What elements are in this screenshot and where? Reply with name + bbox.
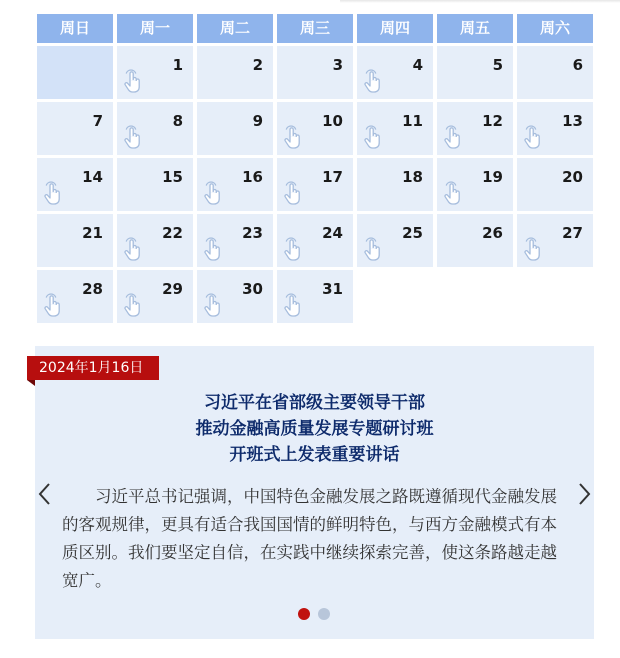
calendar-weekday-header: [37, 14, 593, 43]
weekday-sun: 周日: [37, 14, 113, 43]
top-shadow-divider: [340, 0, 620, 3]
day-number: 27: [562, 224, 583, 242]
news-date-tag: 2024年1月16日: [27, 356, 159, 380]
chevron-right-icon: [578, 482, 592, 506]
day-number: 18: [402, 168, 423, 186]
hand-pointer-icon: [203, 292, 223, 318]
day-number: 21: [82, 224, 103, 242]
day-number: 8: [172, 112, 183, 130]
hand-pointer-icon: [123, 68, 143, 94]
calendar-empty-cell: [357, 270, 433, 323]
calendar-week-row: [37, 158, 593, 211]
hand-pointer-icon: [43, 292, 63, 318]
calendar-day-14[interactable]: [37, 158, 113, 211]
calendar-day-30[interactable]: [197, 270, 273, 323]
calendar-day-18: [357, 158, 433, 211]
day-number: 31: [322, 280, 343, 298]
calendar-day-23[interactable]: [197, 214, 273, 267]
hand-pointer-icon: [523, 236, 543, 262]
headline-line: 推动金融高质量发展专题研讨班: [195, 419, 434, 439]
carousel-dot-2[interactable]: [318, 608, 330, 620]
calendar-day-15: [117, 158, 193, 211]
calendar-day-11[interactable]: [357, 102, 433, 155]
carousel-next-button[interactable]: [578, 482, 592, 506]
day-number: 29: [162, 280, 183, 298]
calendar-day-7: [37, 102, 113, 155]
day-number: 26: [482, 224, 503, 242]
calendar-empty-cell: [437, 270, 513, 323]
calendar-empty-cell: [37, 46, 113, 99]
day-number: 17: [322, 168, 343, 186]
day-number: 13: [562, 112, 583, 130]
day-number: 16: [242, 168, 263, 186]
calendar-week-row: [37, 46, 593, 99]
calendar-day-28[interactable]: [37, 270, 113, 323]
calendar-day-10[interactable]: [277, 102, 353, 155]
weekday-sat: 周六: [517, 14, 593, 43]
calendar-day-19[interactable]: [437, 158, 513, 211]
hand-pointer-icon: [283, 180, 303, 206]
news-summary: 习近平总书记强调，中国特色金融发展之路既遵循现代金融发展的客观规律，更具有适合我国国情的鲜明特色，与西方金融模式有本质区别。我们要坚定自信，在实践中继续探索完善，使这条路越走越宽广。: [62, 487, 557, 590]
day-number: 24: [322, 224, 343, 242]
calendar-day-29[interactable]: [117, 270, 193, 323]
calendar-day-24[interactable]: [277, 214, 353, 267]
carousel-prev-button[interactable]: [37, 482, 51, 506]
calendar-day-5: [437, 46, 513, 99]
calendar-day-9: [197, 102, 273, 155]
day-number: 20: [562, 168, 583, 186]
carousel-pagination: [298, 608, 330, 620]
calendar-day-4[interactable]: [357, 46, 433, 99]
hand-pointer-icon: [123, 292, 143, 318]
day-number: 14: [82, 168, 103, 186]
chevron-left-icon: [37, 482, 51, 506]
calendar-day-8[interactable]: [117, 102, 193, 155]
calendar-day-27[interactable]: [517, 214, 593, 267]
hand-pointer-icon: [283, 292, 303, 318]
hand-pointer-icon: [443, 180, 463, 206]
day-number: 15: [162, 168, 183, 186]
calendar-day-3: [277, 46, 353, 99]
carousel-dot-1[interactable]: [298, 608, 310, 620]
day-number: 3: [332, 56, 343, 74]
day-number: 28: [82, 280, 103, 298]
hand-pointer-icon: [363, 124, 383, 150]
calendar-empty-cell: [517, 270, 593, 323]
day-number: 11: [402, 112, 423, 130]
day-number: 10: [322, 112, 343, 130]
calendar-day-25[interactable]: [357, 214, 433, 267]
day-number: 30: [242, 280, 263, 298]
weekday-tue: 周二: [197, 14, 273, 43]
day-number: 19: [482, 168, 503, 186]
weekday-thu: 周四: [357, 14, 433, 43]
calendar-week-row: [37, 102, 593, 155]
day-number: 9: [252, 112, 263, 130]
weekday-wed: 周三: [277, 14, 353, 43]
calendar-day-2: [197, 46, 273, 99]
hand-pointer-icon: [363, 236, 383, 262]
hand-pointer-icon: [203, 236, 223, 262]
day-number: 2: [252, 56, 263, 74]
day-number: 6: [572, 56, 583, 74]
calendar-day-22[interactable]: [117, 214, 193, 267]
weekday-fri: 周五: [437, 14, 513, 43]
calendar-day-16[interactable]: [197, 158, 273, 211]
calendar-day-26: [437, 214, 513, 267]
calendar-grid: [37, 46, 593, 323]
hand-pointer-icon: [523, 124, 543, 150]
day-number: 12: [482, 112, 503, 130]
calendar-day-12[interactable]: [437, 102, 513, 155]
hand-pointer-icon: [443, 124, 463, 150]
calendar-week-row: [37, 214, 593, 267]
calendar-day-1[interactable]: [117, 46, 193, 99]
day-number: 4: [412, 56, 423, 74]
day-number: 22: [162, 224, 183, 242]
calendar-day-6: [517, 46, 593, 99]
headline-line: 习近平在省部级主要领导干部: [204, 393, 425, 413]
news-headline[interactable]: [75, 390, 554, 468]
hand-pointer-icon: [43, 180, 63, 206]
hand-pointer-icon: [123, 236, 143, 262]
weekday-mon: 周一: [117, 14, 193, 43]
hand-pointer-icon: [283, 236, 303, 262]
calendar-day-31[interactable]: [277, 270, 353, 323]
day-number: 5: [492, 56, 503, 74]
month-calendar: [37, 14, 593, 326]
news-carousel: [35, 346, 594, 639]
hand-pointer-icon: [123, 124, 143, 150]
day-number: 25: [402, 224, 423, 242]
calendar-day-21: [37, 214, 113, 267]
calendar-day-20: [517, 158, 593, 211]
hand-pointer-icon: [283, 124, 303, 150]
day-number: 23: [242, 224, 263, 242]
calendar-day-17[interactable]: [277, 158, 353, 211]
headline-line: 开班式上发表重要讲话: [229, 445, 400, 465]
hand-pointer-icon: [203, 180, 223, 206]
date-tag-fold: [27, 380, 35, 386]
day-number: 1: [172, 56, 183, 74]
calendar-week-row: [37, 270, 593, 323]
day-number: 7: [92, 112, 103, 130]
calendar-day-13[interactable]: [517, 102, 593, 155]
hand-pointer-icon: [363, 68, 383, 94]
